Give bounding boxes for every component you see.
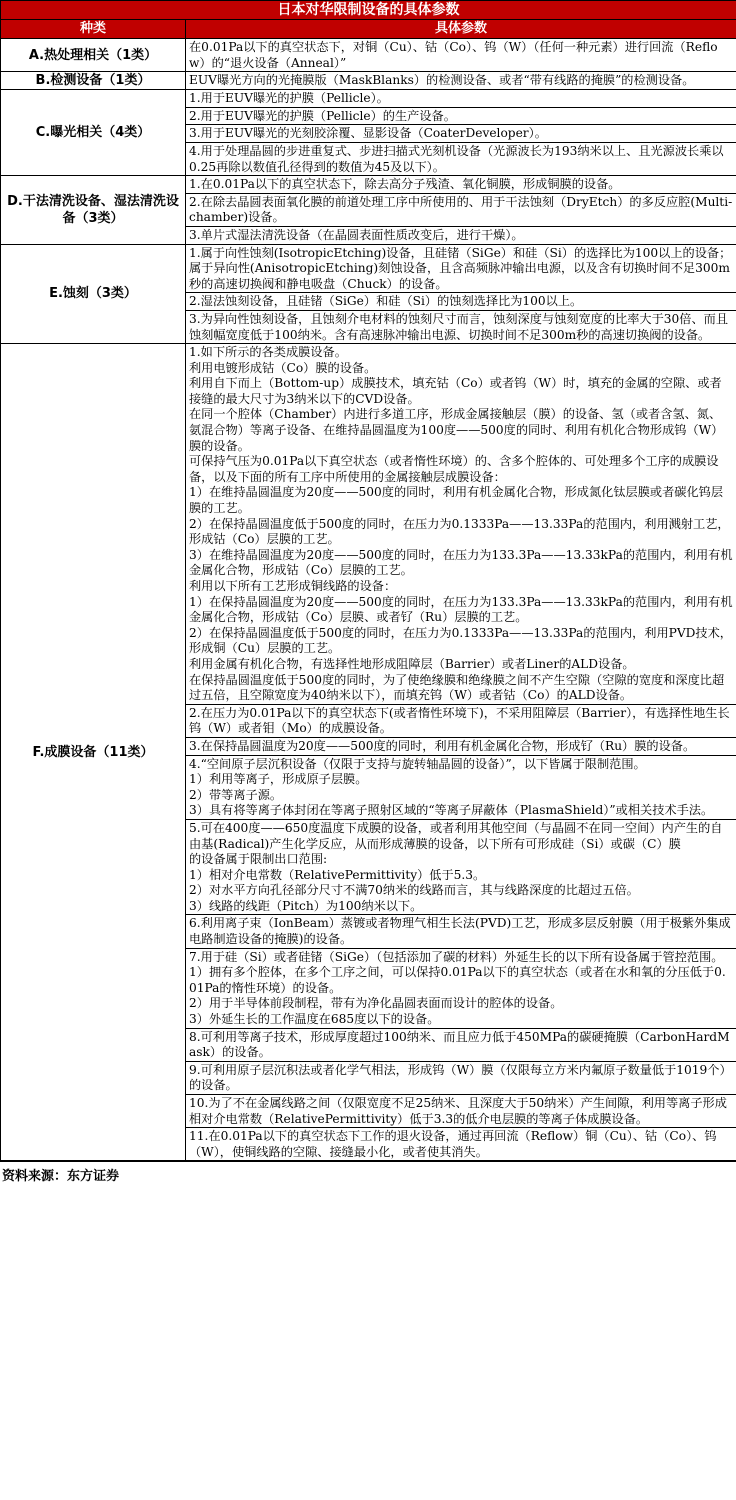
table-row bbox=[1, 176, 736, 194]
param-cell bbox=[186, 226, 736, 244]
param-line: 1）相对介电常数（RelativePermittivity）低于5.3。 bbox=[189, 867, 486, 882]
param-line: 利用自下而上（Bottom-up）成膜技术，填充钴（Co）或者钨（W）时，填充的金属的空隙、或者接缝的最大尺寸为3纳米以下的CVD设备。 bbox=[189, 376, 722, 406]
param-line: 2.在压力为0.01Pa以下的真空状态下(或者惰性环境下)，不采用阻障层（Barrier），有选择性地生长钨（W）或者钼（Mo）的成膜设备。 bbox=[189, 705, 730, 736]
param-line: 在同一个腔体（Chamber）内进行多道工序，形成金属接触层（膜）的设备、氢（或者含氢、氮、氨混合物）等离子设备、在维持晶圆温度为100度——500度的同时、利用有机化合物形成钨（W）膜的设备。 bbox=[189, 407, 724, 453]
param-line: 2）在保持晶圆温度低于500度的同时，在压力为0.1333Pa——13.33Pa的范围内，利用溅射工艺，形成钴（Co）层膜的工艺。 bbox=[189, 516, 730, 547]
table-row bbox=[1, 39, 736, 72]
param-line: 1.属于向性蚀刻(IsotropicEtching)设备，且硅锗（SiGe）和硅（Si）的选择比为100以上的设备；属于异向性(AnisotropicEtching)刻蚀设备，且含高频脉冲输出电源，以及含有切换时间不足300m秒的高速切换阀和静电吸盘（Chuck）的设备。 bbox=[189, 245, 732, 291]
param-cell bbox=[186, 72, 736, 90]
header-params: 具体参数 bbox=[186, 20, 736, 39]
table-row bbox=[1, 90, 736, 108]
param-line: 2）在保持晶圆温度低于500度的同时，在压力为0.1333Pa——13.33Pa的范围内，利用PVD技术，形成铜（Cu）层膜的工艺。 bbox=[189, 625, 732, 656]
param-cell bbox=[186, 142, 736, 175]
param-line: 1）在保持晶圆温度为20度——500度的同时，在压力为133.3Pa——13.33kPa的范围内，利用有机金属化合物，形成钴（Co）层膜、或者钌（Ru）层膜的工艺。 bbox=[189, 594, 733, 625]
param-line: 2.湿法蚀刻设备，且硅锗（SiGe）和硅（Si）的蚀刻选择比为100以上。 bbox=[189, 294, 583, 309]
param-line: 3）在维持晶圆温度为20度——500度的同时，在压力为133.3Pa——13.33kPa的范围内，利用有机金属化合物，形成钴（Co）层膜的工艺。 bbox=[189, 547, 733, 578]
source-note: 资料来源：东方证券 bbox=[0, 1162, 736, 1188]
table-row bbox=[1, 244, 736, 293]
param-line: 2.用于EUV曝光的护膜（Pellicle）的生产设备。 bbox=[189, 108, 456, 123]
category-cell: D.干法清洗设备、湿法清洗设备（3类） bbox=[1, 176, 186, 244]
category-cell: B.检测设备（1类） bbox=[1, 72, 186, 90]
param-cell bbox=[186, 948, 736, 1028]
param-line: 的设备属于限制出口范围: bbox=[189, 852, 328, 867]
param-cell bbox=[186, 755, 736, 819]
param-cell bbox=[186, 107, 736, 125]
param-line: 2.在除去晶圆表面氧化膜的前道处理工序中所使用的、用于干法蚀刻（DryEtch）的多反应腔(Multi-chamber)设备。 bbox=[189, 194, 733, 225]
param-cell bbox=[186, 344, 736, 705]
param-cell bbox=[186, 293, 736, 311]
param-line: 7.用于硅（Si）或者硅锗（SiGe）（包括添加了碳的材料）外延生长的以下所有设备属于管控范围。 bbox=[189, 949, 724, 964]
param-line: 5.可在400度——650度温度下成膜的设备，或者利用其他空间（与晶圆不在同一空间）内产生的自由基(Radical)产生化学反应，从而形成薄膜的设备，以下所有可形成硅（Si）或碳（C）膜 bbox=[189, 820, 723, 851]
table-title-row bbox=[1, 1, 736, 20]
param-line: 1）拥有多个腔体，在多个工序之间，可以保持0.01Pa以下的真空状态（或者在水和氧的分压低于0.01Pa的惰性环境）的设备。 bbox=[189, 965, 726, 995]
param-cell bbox=[186, 915, 736, 948]
param-cell bbox=[186, 39, 736, 72]
category-cell: F.成膜设备（11类） bbox=[1, 344, 186, 1161]
table-title: 日本对华限制设备的具体参数 bbox=[1, 1, 736, 20]
param-line: EUV曝光方向的光掩膜版（MaskBlanks）的检测设备、或者“带有线路的掩膜”的检测设备。 bbox=[189, 73, 695, 88]
param-line: 9.可利用原子层沉积法或者化学气相法，形成钨（W）膜（仅限每立方米内氟原子数量低于1019个）的设备。 bbox=[189, 1062, 732, 1093]
param-line: 3）外延生长的工作温度在685度以下的设备。 bbox=[189, 1012, 440, 1027]
table-row bbox=[1, 344, 736, 705]
param-line: 3.在保持晶圆温度为20度——500度的同时，利用有机金属化合物，形成钌（Ru）膜的设备。 bbox=[189, 738, 696, 753]
param-line: 可保持气压为0.01Pa以下真空状态（或者惰性环境）的、含多个腔体的、可处理多个工序的成膜设备，以及下面的所有工序中所使用的金属接触层成膜设备： bbox=[189, 454, 719, 484]
param-line: 3.单片式湿法清洗设备（在晶圆表面性质改变后，进行干燥）。 bbox=[189, 227, 524, 242]
category-cell: A.热处理相关（1类） bbox=[1, 39, 186, 72]
param-line: 利用电镀形成钴（Co）膜的设备。 bbox=[189, 360, 377, 375]
param-line: 11.在0.01Pa以下的真空状态下工作的退火设备，通过再回流（Reflow）铜（Cu）、钴（Co）、钨（W），使铜线路的空隙、接缝最小化，或者使其消失。 bbox=[189, 1129, 717, 1159]
param-line: 3）线路的线距（Pitch）为100纳米以下。 bbox=[189, 898, 423, 913]
param-line: 4.“空间原子层沉积设备（仅限于支持与旋转轴晶圆的设备）”，以下皆属于限制范围。 bbox=[189, 756, 646, 771]
param-cell bbox=[186, 125, 736, 143]
param-line: 1）在维持晶圆温度为20度——500度的同时，利用有机金属化合物，形成氮化钛层膜或者碳化钨层膜的工艺。 bbox=[189, 485, 724, 516]
param-cell bbox=[186, 1095, 736, 1128]
category-cell: C.曝光相关（4类） bbox=[1, 90, 186, 176]
param-line: 1.如下所示的各类成膜设备。 bbox=[189, 345, 347, 360]
param-cell bbox=[186, 244, 736, 293]
param-cell bbox=[186, 1028, 736, 1061]
param-line: 1）利用等离子，形成原子层膜。 bbox=[189, 772, 368, 787]
param-line: 6.利用离子束（IonBeam）蒸镀或者物理气相生长法(PVD)工艺，形成多层反射膜（用于极紫外集成电路制造设备的掩膜)的设备。 bbox=[189, 916, 731, 947]
param-line: 3）具有将等离子体封闭在等离子照射区域的“等离子屏蔽体（PlasmaShield）”或相关技术手法。 bbox=[189, 803, 714, 818]
table-row bbox=[1, 72, 736, 90]
param-line: 10.为了不在金属线路之间（仅限宽度不足25纳米、且深度大于50纳米）产生间隙，利用等离子形成相对介电常数（RelativePermittivity）低于3.3的低介电层膜的等离子体成膜设备。 bbox=[189, 1096, 727, 1126]
param-line: 3.用于EUV曝光的光刻胶涂覆、显影设备（CoaterDeveloper）。 bbox=[189, 126, 547, 141]
param-line: 2）带等离子源。 bbox=[189, 787, 283, 802]
table-header-row bbox=[1, 20, 736, 39]
param-cell bbox=[186, 310, 736, 343]
category-cell: E.蚀刻（3类） bbox=[1, 244, 186, 344]
param-cell bbox=[186, 704, 736, 737]
param-line: 利用以下所有工艺形成铜线路的设备： bbox=[189, 579, 397, 593]
param-line: 1.用于EUV曝光的护膜（Pellicle）。 bbox=[189, 91, 389, 106]
param-cell bbox=[186, 176, 736, 194]
param-line: 在保持晶圆温度低于500度的同时，为了使绝缘膜和绝缘膜之间不产生空隙（空隙的宽度和深度比超过五倍，且空隙宽度为40纳米以下），而填充钨（W）或者钴（Co）的ALD设备。 bbox=[189, 672, 725, 703]
param-cell bbox=[186, 737, 736, 755]
param-line: 2）对水平方向孔径部分尺寸不满70纳米的线路而言，其与线路深度的比超过五倍。 bbox=[189, 883, 639, 898]
param-cell bbox=[186, 1061, 736, 1094]
header-category: 种类 bbox=[1, 20, 186, 39]
param-line: 4.用于处理晶圆的步进重复式、步进扫描式光刻机设备（光源波长为193纳米以上、且光源波长乘以0.25再除以数值孔径得到的数值为45及以下）。 bbox=[189, 143, 724, 174]
param-line: 3.为异向性蚀刻设备，且蚀刻介电材料的蚀刻尺寸而言，蚀刻深度与蚀刻宽度的比率大于30倍、而且蚀刻幅宽度低于100纳米。含有高速脉冲输出电源、切换时间不足300m秒的高速切换阀的设备。 bbox=[189, 311, 729, 342]
param-line: 2）用于半导体前段制程，带有为净化晶圆表面而设计的腔体的设备。 bbox=[189, 996, 563, 1011]
param-line: 1.在0.01Pa以下的真空状态下，除去高分子残渣、氧化铜膜，形成铜膜的设备。 bbox=[189, 177, 621, 192]
param-line: 在0.01Pa以下的真空状态下，对铜（Cu）、钴（Co）、钨（W）（任何一种元素）进行回流（Reflow）的“退火设备（Anneal）” bbox=[189, 40, 718, 70]
param-line: 利用金属有机化合物，有选择性地形成阻障层（Barrier）或者Liner的ALD设备。 bbox=[189, 656, 635, 671]
param-cell bbox=[186, 90, 736, 108]
source-table bbox=[0, 1161, 736, 1187]
param-cell bbox=[186, 819, 736, 915]
param-line: 8.可利用等离子技术，形成厚度超过100纳米、而且应力低于450MPa的碳硬掩膜（CarbonHardMask）的设备。 bbox=[189, 1029, 730, 1060]
param-cell bbox=[186, 1128, 736, 1161]
param-cell bbox=[186, 193, 736, 226]
